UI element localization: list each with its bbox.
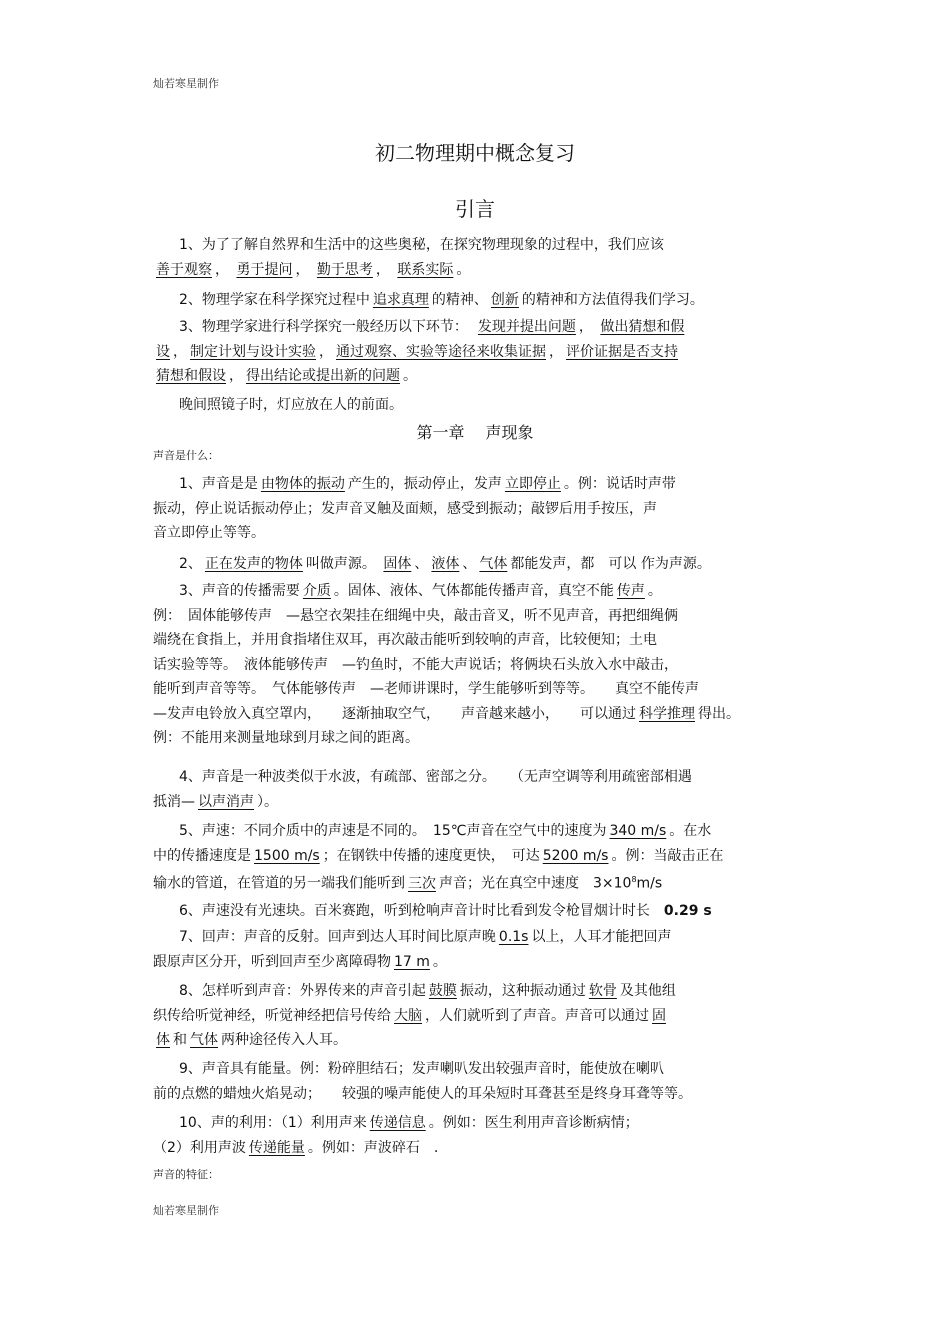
page-title: 初二物理期中概念复习 <box>375 141 575 165</box>
chapter-item-3: 3、声音的传播需要 介质 。固体、液体、气体都能传播声音，真空不能 传声 。 例： 固体能够传声 —悬空衣架挂在细绳中央，敲击音叉，听不见声音，再把细绳俩 端绕在食指上，并用食指堵住双耳，再次敲击能听到较响的声音，比较便知；土电 话实验等等。 液体能够传声 —钓鱼时，不能大声说话；将俩块石头放入水中敲击， 能听到声音等等。 气体能够传声 —老师讲课时，学生能够听到等等。 真空不能传声 —发声电铃放入真空罩内， 逐渐抽取空气， 声音越来越小， 可以通过 科学推理 得出。 例：不能用来测量地球到月球之间的距离。 <box>153 583 740 746</box>
chapter-item-7: 7、回声：声音的反射。回声到达人耳时间比原声晚 0.1s 以上，人耳才能把回声 跟原声区分开，听到回声至少离障碍物 17 m 。 <box>153 929 672 970</box>
section-label-sound-features: 声音的特征： <box>153 1168 219 1181</box>
intro-item-1: 1、为了了解自然界和生活中的这些奥秘，在探究物理现象的过程中，我们应该 善于观察 ， 勇于提问 ， 勤于思考 ， 联系实际 。 <box>156 237 664 278</box>
chapter-item-1: 1、声音是是 由物体的振动 产生的，振动停止，发声 立即停止 。例：说话时声带 振动，停止说话振动停止；发声音叉触及面颊，感受到振动；敲锣后用手按压，声 音立即停止等等。 <box>153 476 676 541</box>
chapter-item-8: 8、怎样听到声音：外界传来的声音引起 鼓膜 振动，这种振动通过 软骨 及其他组 织传给听觉神经，听觉神经把信号传给 大脑 ，人们就听到了声音。声音可以通过 固 体 和 气体 两种途径传入人耳。 <box>153 983 676 1048</box>
chapter-item-4: 4、声音是一种波类似于水波，有疏部、密部之分。 （无声空调等利用疏密部相遇 抵消— 以声消声 ）。 <box>153 769 692 810</box>
chapter-item-2: 2、 正在发声的物体 叫做声源。 固体 、 液体 、 气体 都能发声，都 可以 作为声源。 <box>179 556 711 572</box>
section-label-what-is-sound: 声音是什么： <box>153 449 219 462</box>
chapter-item-5: 5、声速：不同介质中的声速是不同的。 15℃声音在空气中的速度为 340 m/s 。在水 中的传播速度是 1500 m/s ；在钢铁中传播的速度更快， 可达 5200 m/s 。例：当敲击正在 输水的管道，在管道的另一端我们能听到 三次 声音；光在真空中速度 $3\times 10^8m/s$ <box>153 823 724 892</box>
intro-item-2: 2、物理学家在科学探究过程中 追求真理 的精神、 创新 的精神和方法值得我们学习。 <box>179 292 704 308</box>
chapter-item-10: 10、声的利用：（1）利用声来 传递信息 。例如：医生利用声音诊断病情； （2）利用声波 传递能量 。例如：声波碎石 . <box>153 1115 639 1156</box>
watermark-top: 灿若寒星制作 <box>153 77 219 90</box>
intro-heading: 引言 <box>455 197 495 221</box>
chapter-item-6: 6、声速没有光速块。百米赛跑，听到枪响声音计时比看到发令枪冒烟计时长 0.29 s <box>179 903 712 919</box>
chapter-heading: 第一章 声现象 <box>416 423 534 442</box>
intro-note: 晚间照镜子时，灯应放在人的前面。 <box>179 397 403 413</box>
chapter-item-9: 9、声音具有能量。例：粉碎胆结石；发声喇叭发出较强声音时，能使放在喇叭 前的点燃的蜡烛火焰晃动； 较强的噪声能使人的耳朵短时耳聋甚至是终身耳聋等等。 <box>153 1061 692 1102</box>
watermark-bottom: 灿若寒星制作 <box>153 1204 219 1217</box>
intro-item-3: 3、物理学家进行科学探究一般经历以下环节： 发现并提出问题 ， 做出猜想和假 设 ， 制定计划与设计实验 ， 通过观察、实验等途径来收集证据 ， 评价证据是否支持 猜想和假设 ， 得出结论或提出新的问题 。 <box>156 319 685 384</box>
